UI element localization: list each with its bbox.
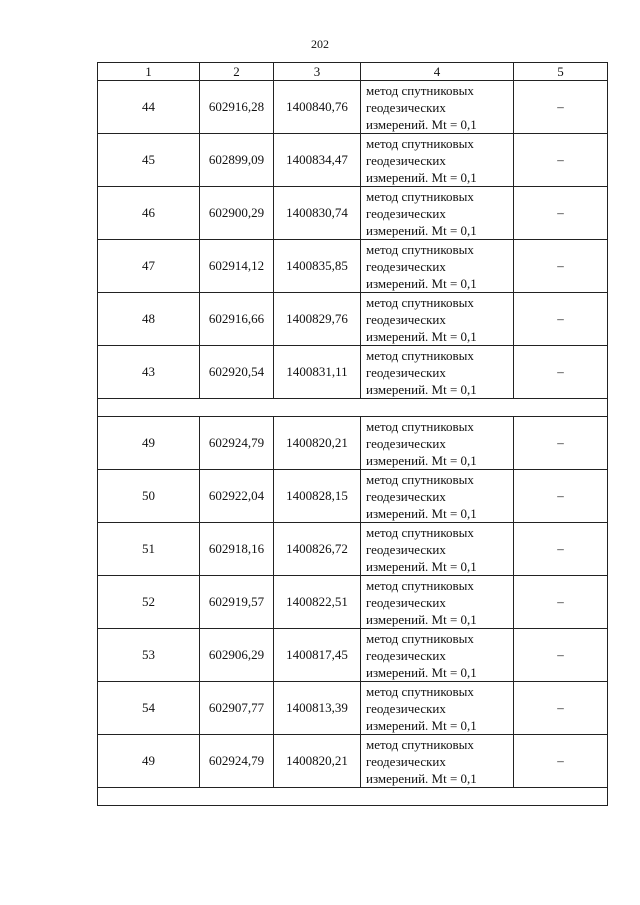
method-line: метод спутниковых: [366, 294, 474, 310]
separator-row: [98, 788, 608, 806]
table-row: [98, 470, 608, 523]
coordinates-table: [97, 62, 608, 806]
point-number-cell: 51: [98, 523, 200, 576]
method-line: измерений. Mt = 0,1: [366, 452, 477, 468]
note-cell: –: [514, 187, 608, 240]
note-cell: –: [514, 470, 608, 523]
x-coordinate-cell: 602922,04: [200, 470, 274, 523]
method-line: геодезических: [366, 99, 446, 115]
x-coordinate-cell: 602900,29: [200, 187, 274, 240]
method-line: измерений. Mt = 0,1: [366, 505, 477, 521]
method-line: геодезических: [366, 541, 446, 557]
method-line: измерений. Mt = 0,1: [366, 770, 477, 786]
header-col-1: 1: [98, 63, 200, 81]
method-line: геодезических: [366, 364, 446, 380]
method-line: метод спутниковых: [366, 577, 474, 593]
note-cell: –: [514, 523, 608, 576]
separator-cell: [98, 788, 608, 806]
method-cell: [361, 240, 514, 293]
x-coordinate-cell: 602916,28: [200, 81, 274, 134]
point-number-cell: 48: [98, 293, 200, 346]
table-row: [98, 240, 608, 293]
page-number: 202: [311, 37, 329, 51]
point-number-cell: 44: [98, 81, 200, 134]
note-cell: –: [514, 629, 608, 682]
point-number-cell: 50: [98, 470, 200, 523]
method-cell: [361, 417, 514, 470]
y-coordinate-cell: 1400820,21: [274, 417, 361, 470]
y-coordinate-cell: 1400835,85: [274, 240, 361, 293]
method-line: метод спутниковых: [366, 347, 474, 363]
header-row: [98, 63, 608, 81]
table-row: [98, 576, 608, 629]
method-line: метод спутниковых: [366, 683, 474, 699]
method-line: измерений. Mt = 0,1: [366, 558, 477, 574]
method-line: измерений. Mt = 0,1: [366, 381, 477, 397]
method-line: геодезических: [366, 435, 446, 451]
header-col-4: 4: [361, 63, 514, 81]
table-row: [98, 346, 608, 399]
y-coordinate-cell: 1400813,39: [274, 682, 361, 735]
method-line: метод спутниковых: [366, 524, 474, 540]
method-cell: [361, 682, 514, 735]
method-line: измерений. Mt = 0,1: [366, 328, 477, 344]
x-coordinate-cell: 602924,79: [200, 735, 274, 788]
note-cell: –: [514, 346, 608, 399]
y-coordinate-cell: 1400831,11: [274, 346, 361, 399]
method-cell: [361, 523, 514, 576]
method-line: метод спутниковых: [366, 241, 474, 257]
table-row: [98, 293, 608, 346]
y-coordinate-cell: 1400817,45: [274, 629, 361, 682]
x-coordinate-cell: 602914,12: [200, 240, 274, 293]
x-coordinate-cell: 602916,66: [200, 293, 274, 346]
method-cell: [361, 134, 514, 187]
x-coordinate-cell: 602924,79: [200, 417, 274, 470]
header-col-3: 3: [274, 63, 361, 81]
y-coordinate-cell: 1400820,21: [274, 735, 361, 788]
y-coordinate-cell: 1400840,76: [274, 81, 361, 134]
method-line: измерений. Mt = 0,1: [366, 222, 477, 238]
note-cell: –: [514, 682, 608, 735]
table-row: [98, 629, 608, 682]
separator-row: [98, 399, 608, 417]
point-number-cell: 49: [98, 735, 200, 788]
method-line: геодезических: [366, 753, 446, 769]
method-cell: [361, 81, 514, 134]
method-line: геодезических: [366, 152, 446, 168]
point-number-cell: 45: [98, 134, 200, 187]
table-row: [98, 523, 608, 576]
x-coordinate-cell: 602919,57: [200, 576, 274, 629]
point-number-cell: 46: [98, 187, 200, 240]
note-cell: –: [514, 576, 608, 629]
method-line: геодезических: [366, 700, 446, 716]
table-row: [98, 682, 608, 735]
method-line: измерений. Mt = 0,1: [366, 611, 477, 627]
x-coordinate-cell: 602907,77: [200, 682, 274, 735]
method-line: геодезических: [366, 488, 446, 504]
method-cell: [361, 293, 514, 346]
note-cell: –: [514, 417, 608, 470]
method-line: измерений. Mt = 0,1: [366, 275, 477, 291]
note-cell: –: [514, 134, 608, 187]
x-coordinate-cell: 602920,54: [200, 346, 274, 399]
x-coordinate-cell: 602918,16: [200, 523, 274, 576]
y-coordinate-cell: 1400830,74: [274, 187, 361, 240]
method-line: метод спутниковых: [366, 135, 474, 151]
note-cell: –: [514, 81, 608, 134]
method-line: измерений. Mt = 0,1: [366, 664, 477, 680]
point-number-cell: 52: [98, 576, 200, 629]
method-cell: [361, 576, 514, 629]
point-number-cell: 43: [98, 346, 200, 399]
method-line: измерений. Mt = 0,1: [366, 169, 477, 185]
point-number-cell: 53: [98, 629, 200, 682]
method-cell: [361, 346, 514, 399]
point-number-cell: 47: [98, 240, 200, 293]
method-line: геодезических: [366, 311, 446, 327]
note-cell: –: [514, 735, 608, 788]
table-row: [98, 417, 608, 470]
x-coordinate-cell: 602899,09: [200, 134, 274, 187]
method-line: геодезических: [366, 205, 446, 221]
note-cell: –: [514, 240, 608, 293]
method-cell: [361, 735, 514, 788]
note-cell: –: [514, 293, 608, 346]
method-line: метод спутниковых: [366, 736, 474, 752]
method-line: метод спутниковых: [366, 188, 474, 204]
method-line: метод спутниковых: [366, 630, 474, 646]
table-row: [98, 81, 608, 134]
table-row: [98, 134, 608, 187]
method-line: измерений. Mt = 0,1: [366, 717, 477, 733]
point-number-cell: 54: [98, 682, 200, 735]
method-line: измерений. Mt = 0,1: [366, 116, 477, 132]
method-line: геодезических: [366, 594, 446, 610]
separator-cell: [98, 399, 608, 417]
y-coordinate-cell: 1400826,72: [274, 523, 361, 576]
method-cell: [361, 629, 514, 682]
x-coordinate-cell: 602906,29: [200, 629, 274, 682]
y-coordinate-cell: 1400828,15: [274, 470, 361, 523]
method-line: метод спутниковых: [366, 471, 474, 487]
header-col-2: 2: [200, 63, 274, 81]
table-row: [98, 187, 608, 240]
header-col-5: 5: [514, 63, 608, 81]
method-cell: [361, 187, 514, 240]
y-coordinate-cell: 1400829,76: [274, 293, 361, 346]
point-number-cell: 49: [98, 417, 200, 470]
method-line: метод спутниковых: [366, 82, 474, 98]
y-coordinate-cell: 1400822,51: [274, 576, 361, 629]
y-coordinate-cell: 1400834,47: [274, 134, 361, 187]
method-line: метод спутниковых: [366, 418, 474, 434]
method-line: геодезических: [366, 647, 446, 663]
table-row: [98, 735, 608, 788]
method-cell: [361, 470, 514, 523]
method-line: геодезических: [366, 258, 446, 274]
